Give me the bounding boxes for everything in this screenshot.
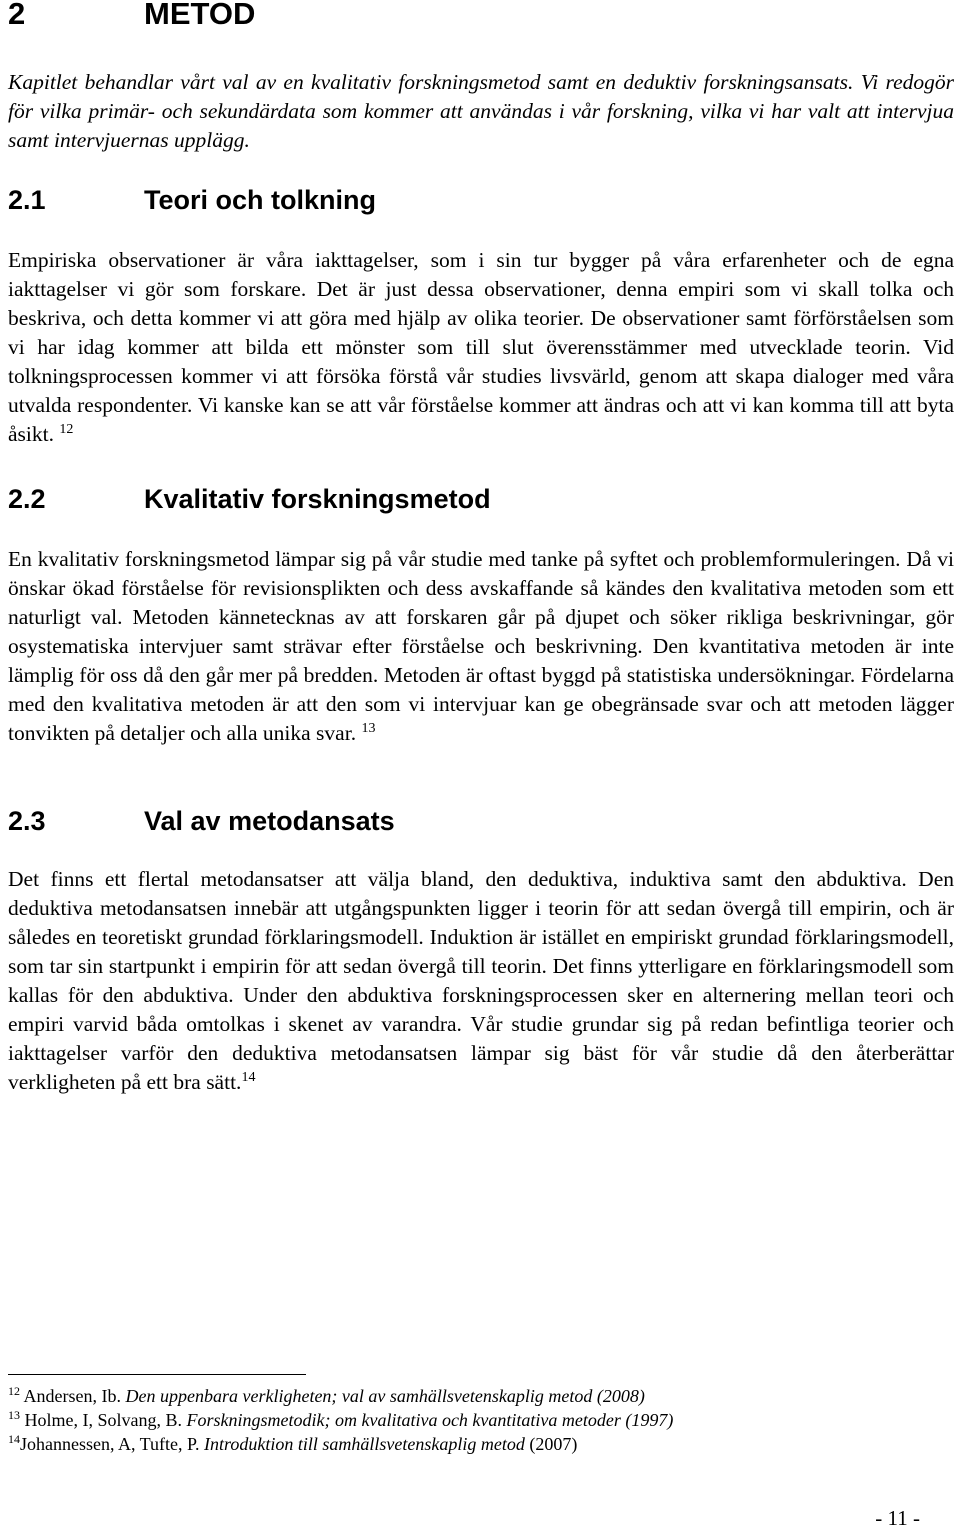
section-title: Teori och tolkning xyxy=(144,185,376,215)
chapter-title-text: METOD xyxy=(144,0,256,31)
page-number: - 11 - xyxy=(875,1506,920,1530)
footnote-item xyxy=(8,1384,954,1408)
section-paragraph: Empiriska observationer är våra iakttagelser, som i sin tur bygger på våra erfarenheter och de egna iakttagelser vi gör som forskare. Det är just dessa observationer, denna empiri som vi skall tolka och beskriva, och detta kommer vi att göra med hjälp av olika teorier. De observationer samt förförståelsen som vi har idag kommer att bilda ett mönster som till slut överensstämmer med utvecklade teorin. Vid tolkningsprocessen kommer vi att försöka förstå vår studies livsvärld, genom att skapa dialoger med våra utvalda respondenter. Vi kanske kan se att vår förståelse kommer att ändras och att vi kan komma till att byta åsikt. xyxy=(8,248,954,446)
footnote-year: (2007) xyxy=(524,1434,578,1454)
footnote-work: Den uppenbara verkligheten; val av samhällsvetenskaplig metod (2008) xyxy=(125,1386,645,1406)
chapter-intro: Kapitlet behandlar vårt val av en kvalitativ forskningsmetod samt en deduktiv forskningsansats. Vi redogör för vilka primär- och sekundärdata som kommer att användas i vår forskning, vilka vi har valt att intervjua samt intervjuernas upplägg. xyxy=(8,70,954,152)
section-title: Val av metodansats xyxy=(144,806,395,836)
footnote-item xyxy=(8,1408,954,1432)
footnote-author: Andersen, Ib. xyxy=(23,1386,126,1406)
footnote-reference[interactable]: 14 xyxy=(241,1070,256,1085)
footnote-author: Johannessen, A, Tufte, P. xyxy=(20,1434,205,1454)
section-body-2-1 xyxy=(8,246,954,449)
section-paragraph: En kvalitativ forskningsmetod lämpar sig på vår studie med tanke på syftet och problemformuleringen. Då vi önskar ökad förståelse för revisionsplikten och dess avskaffande så kändes den kvalitativa metoden som ett naturligt val. Metoden kännetecknas av att forskaren går på djupet och söker rikliga beskrivningar, gör osystematiska intervjuer samt strävar efter förståelse och beskrivning. Den kvantitativa metoden är inte lämplig för oss då den går mer på bredden. Metoden är oftast byggd på statistiska undersökningar. Fördelarna med den kvalitativa metoden är att den som vi intervjuar kan ge obegränsade svar och att metoden lägger tonvikten på detaljer och alla unika svar. xyxy=(8,547,954,745)
footnote-mark: 14 xyxy=(8,1432,20,1446)
section-heading-2-3 xyxy=(8,804,395,838)
section-heading-2-1 xyxy=(8,183,376,217)
section-body-2-2 xyxy=(8,545,954,748)
section-paragraph: Det finns ett flertal metodansatser att välja bland, den deduktiva, induktiva samt den abduktiva. Den deduktiva metodansatsen innebär att utgångspunkten ligger i teorin för att sedan övergå till empirin, och är således en teoretiskt grundad förklaringsmodell. Induktion är istället en empiriskt grundad förklaringsmodell, som tar sin startpunkt i empirin för att sedan övergå till teorin. Det finns ytterligare en förklaringsmodell som kallas för den abduktiva. Under den abduktiva forskningsprocessen sker en alternering mellan teori och empiri varvid båda omtolkas i skenet av varandra. Vår studie grundar sig på redan befintliga teorier och iakttagelser varför den deduktiva metodansatsen lämpar sig bäst för vår studie då den återberättar verkligheten på ett bra sätt. xyxy=(8,867,954,1094)
footnote-reference[interactable]: 12 xyxy=(59,422,74,437)
footnote-author: Holme, I, Solvang, B. xyxy=(24,1410,187,1430)
footnote-reference[interactable]: 13 xyxy=(361,721,376,736)
footnote-work: Forskningsmetodik; om kvalitativa och kvantitativa metoder (1997) xyxy=(186,1410,674,1430)
footnote-mark: 13 xyxy=(8,1408,20,1422)
section-number: 2.1 xyxy=(8,185,46,215)
section-title: Kvalitativ forskningsmetod xyxy=(144,484,491,514)
footnote-work: Introduktion till samhällsvetenskaplig metod xyxy=(204,1434,525,1454)
chapter-title xyxy=(8,0,255,34)
section-body-2-3 xyxy=(8,865,954,1097)
section-heading-2-2 xyxy=(8,482,491,516)
section-number: 2.3 xyxy=(8,806,46,836)
footnote-separator xyxy=(8,1374,306,1375)
footnote-mark: 12 xyxy=(8,1384,20,1398)
chapter-number: 2 xyxy=(8,0,26,31)
footnote-list xyxy=(8,1384,954,1456)
section-number: 2.2 xyxy=(8,484,46,514)
footnote-item xyxy=(8,1432,954,1456)
